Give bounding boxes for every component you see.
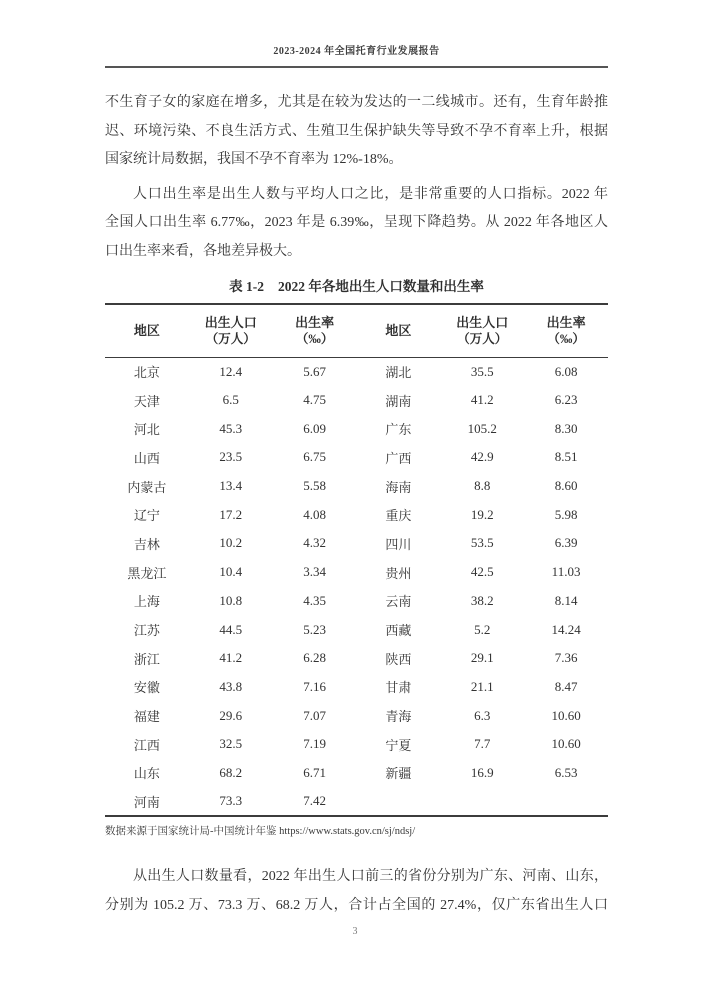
table-cell: 21.1: [470, 678, 494, 694]
paragraph: [105, 181, 608, 267]
table-cell: 浙江: [133, 651, 160, 667]
table-cell: 17.2: [219, 506, 243, 522]
table-cell: 安徽: [133, 680, 160, 696]
table-cell: 湖南: [385, 393, 412, 409]
table-row: [105, 787, 608, 816]
column-header: 地区: [356, 304, 440, 357]
table-cell: 14.24: [551, 621, 581, 637]
table-cell: 42.5: [470, 564, 494, 580]
table-cell: 8.47: [554, 678, 578, 694]
table-cell: 10.60: [551, 707, 581, 723]
table-row: [105, 500, 608, 529]
text-line: 口出生率来看，各地差异极大。: [105, 243, 301, 259]
table-cell: 吉林: [133, 536, 160, 552]
table-cell: 73.3: [219, 793, 243, 809]
table-cell: 29.6: [219, 707, 243, 723]
table-row: [105, 759, 608, 788]
table-cell: 西藏: [385, 623, 412, 639]
table-cell: 内蒙古: [127, 479, 167, 495]
table-cell: [356, 787, 440, 816]
table-header-row: [105, 304, 608, 357]
table-cell: 4.35: [303, 592, 326, 608]
table-source-note: 数据来源于国家统计局-中国统计年鉴 https://www.stats.gov.cn/sj/ndsj/: [105, 826, 416, 837]
table-cell: 42.9: [470, 449, 494, 465]
table-cell: 8.30: [554, 420, 578, 436]
table-cell: [440, 787, 524, 816]
table-cell: 湖北: [385, 365, 412, 381]
table-cell: 11.03: [551, 564, 581, 580]
text-line: 人口出生率是出生人数与平均人口之比，是非常重要的人口指标。2022 年: [133, 186, 608, 202]
text-line: 迟、环境污染、不良生活方式、生殖卫生保护缺失等导致不孕不育率上升，根据: [105, 123, 608, 139]
text-line: 分别为 105.2 万、73.3 万、68.2 万人，合计占全国的 27.4%，仅广东省出生人口: [105, 897, 608, 913]
table-cell: 6.39: [554, 535, 578, 551]
table-row: [105, 730, 608, 759]
table-cell: 12.4: [219, 363, 243, 379]
table-body: [105, 357, 608, 816]
table-cell: 32.5: [219, 736, 243, 752]
table-cell: 新疆: [385, 766, 412, 782]
table-cell: 江西: [133, 737, 160, 753]
text-line: 不生育子女的家庭在增多，尤其是在较为发达的一二线城市。还有，生育年龄推: [105, 95, 608, 110]
table-cell: 河北: [133, 422, 160, 438]
table-cell: 10.60: [551, 736, 581, 752]
table-cell: 山西: [133, 450, 160, 466]
table-cell: 6.71: [303, 764, 326, 780]
table-cell: 8.14: [554, 592, 578, 608]
table-cell: 天津: [133, 393, 160, 409]
table-cell: 8.60: [554, 478, 578, 494]
table-cell: 8.51: [554, 449, 578, 465]
table-cell: 6.3: [474, 707, 491, 723]
table-cell: 6.28: [303, 650, 326, 666]
table-cell: 16.9: [470, 764, 494, 780]
text-line: 国家统计局数据，我国不孕不育率为 12%-18%。: [105, 152, 403, 167]
table-cell: 6.53: [554, 764, 578, 780]
text-line: 全国人口出生率 6.77‰，2023 年是 6.39‰，呈现下降趋势。从 2022 年各地区人: [105, 215, 608, 230]
table-row: [105, 615, 608, 644]
table-cell: 6.08: [554, 363, 578, 379]
table-cell: 10.2: [219, 535, 243, 551]
table-cell: 68.2: [219, 764, 243, 780]
table-cell: 江苏: [133, 623, 160, 639]
table-cell: 4.32: [303, 535, 326, 551]
table-cell: 四川: [385, 536, 412, 552]
table-title-label: 表 1-2: [229, 279, 264, 294]
table-cell: 福建: [133, 709, 160, 725]
table-cell: 41.2: [219, 650, 243, 666]
table-cell: 6.75: [303, 449, 326, 465]
table-row: [105, 443, 608, 472]
table-cell: 3.34: [303, 564, 326, 580]
table-cell: 重庆: [385, 508, 412, 524]
table-cell: 29.1: [470, 650, 494, 666]
table-cell: 7.16: [303, 678, 326, 694]
table-row: [105, 673, 608, 702]
content-area: [105, 0, 608, 920]
table-cell: 10.8: [219, 592, 243, 608]
table-cell: 山东: [133, 766, 160, 782]
column-header: 出生率 （‰）: [524, 304, 608, 357]
table-title-text: 2022 年各地出生人口数量和出生率: [278, 279, 484, 294]
table-cell: 19.2: [470, 506, 494, 522]
table-cell: 4.08: [303, 506, 326, 522]
table-cell: 5.2: [474, 621, 491, 637]
table-cell: 黑龙江: [127, 565, 167, 581]
paragraph: [105, 863, 608, 920]
table-cell: 105.2: [467, 420, 497, 436]
table-cell: 甘肃: [385, 680, 412, 696]
table-cell: 6.09: [303, 420, 326, 436]
table-cell: 7.7: [474, 736, 491, 752]
table-cell: 5.23: [303, 621, 326, 637]
birth-statistics-table: [105, 303, 608, 817]
paragraph: [105, 89, 608, 175]
table-cell: 53.5: [470, 535, 494, 551]
table-row: [105, 558, 608, 587]
table-cell: 北京: [133, 365, 160, 381]
table-cell: 云南: [385, 594, 412, 610]
table-row: [105, 587, 608, 616]
table-row: [105, 701, 608, 730]
body-paragraphs-bottom: [105, 863, 608, 920]
column-header: 地区: [105, 304, 189, 357]
table-cell: 广东: [385, 422, 412, 438]
table-cell: 6.23: [554, 392, 578, 408]
page-number: 3: [352, 926, 358, 937]
column-header: 出生人口 （万人）: [189, 304, 273, 357]
table-cell: 7.36: [554, 650, 578, 666]
table-cell: 广西: [385, 450, 412, 466]
table-row: [105, 644, 608, 673]
table-cell: 陕西: [385, 651, 412, 667]
table-cell: 7.19: [303, 736, 326, 752]
table-cell: 4.75: [303, 392, 326, 408]
table-cell: 5.58: [303, 478, 326, 494]
table-cell: 45.3: [219, 420, 243, 436]
table-cell: 13.4: [219, 478, 243, 494]
table-cell: 7.42: [303, 793, 326, 809]
table-title: [105, 275, 608, 299]
table-header: [105, 304, 608, 357]
table-cell: 10.4: [219, 564, 243, 580]
table-cell: 8.8: [474, 478, 491, 494]
table-cell: 5.67: [303, 363, 326, 379]
table-cell: 7.07: [303, 707, 326, 723]
table-row: [105, 529, 608, 558]
table-cell: 23.5: [219, 449, 243, 465]
text-line: 从出生人口数量看，2022 年出生人口前三的省份分别为广东、河南、山东，: [133, 869, 608, 884]
table-cell: [524, 787, 608, 816]
table-cell: 41.2: [470, 392, 494, 408]
table-cell: 44.5: [219, 621, 243, 637]
table-cell: 43.8: [219, 678, 243, 694]
running-header-title: 2023-2024 年全国托育行业发展报告: [273, 46, 440, 57]
table-cell: 38.2: [470, 592, 494, 608]
header-rule: [105, 66, 608, 68]
column-header: 出生率 （‰）: [273, 304, 357, 357]
table-cell: 辽宁: [133, 508, 160, 524]
table-row: [105, 472, 608, 501]
body-paragraphs-top: [105, 89, 608, 266]
table-cell: 青海: [385, 709, 412, 725]
table-cell: 海南: [385, 479, 412, 495]
table-cell: 6.5: [222, 392, 239, 408]
table-cell: 5.98: [554, 506, 578, 522]
table-row: [105, 414, 608, 443]
table-cell: 贵州: [385, 565, 412, 581]
table-cell: 35.5: [470, 363, 494, 379]
column-header: 出生人口 （万人）: [440, 304, 524, 357]
table-row: [105, 386, 608, 415]
table-cell: 宁夏: [385, 737, 412, 753]
table-cell: 上海: [133, 594, 160, 610]
table-cell: 河南: [133, 794, 160, 810]
table-row: [105, 357, 608, 386]
